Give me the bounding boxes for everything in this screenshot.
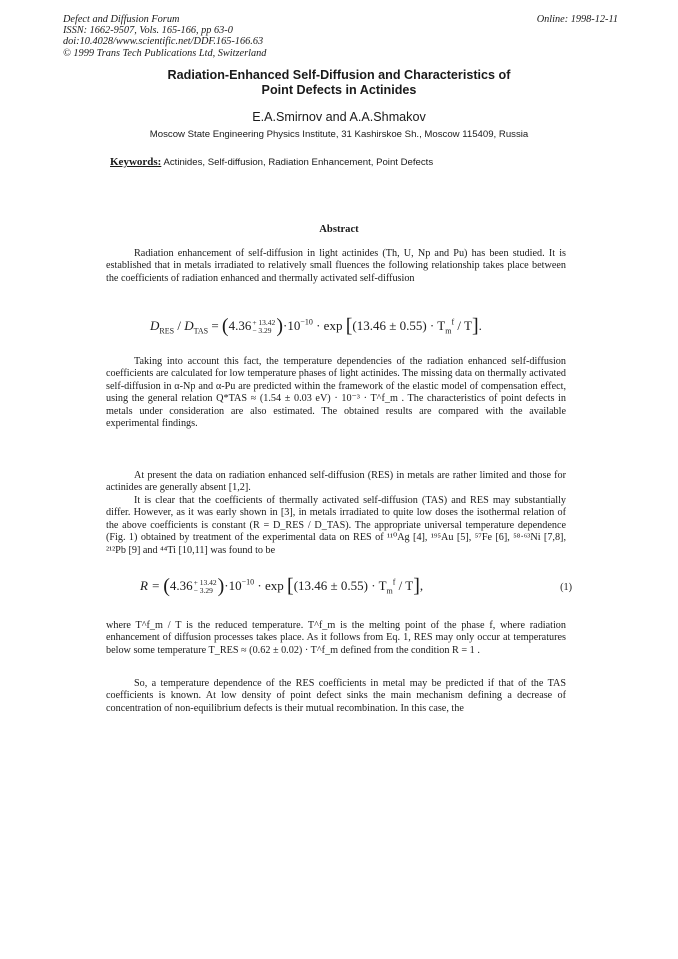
authors: E.A.Smirnov and A.A.Shmakov (252, 110, 426, 124)
doi-line: doi:10.4028/www.scientific.net/DDF.165-166.63 (63, 36, 264, 48)
keywords-list: Actinides, Self-diffusion, Radiation Enhancement, Point Defects (163, 157, 434, 168)
abstract-paragraph-2: Taking into account this fact, the temperature dependencies of the radiation enhanced self-diffusion coefficients are calculated for low temperature phases of light actinides. The missing data on thermally activated self-diffusion in α-Np and α-Pu are predicted within the framework of the elastic model of compensation effect, using the general relation Q*TAS ≈ (1.54 ± 0.03 eV) · 10⁻³ · T^f_m . The characteristics of point defects in metals under consideration are also estimated. The obtained results are compared with the available experimental findings. (106, 356, 566, 430)
body-paragraph-2: It is clear that the coefficients of thermally activated self-diffusion (TAS) and RES may substantially differ. However, as it was early shown in [3], in metals irradiated to quite low doses the isothermal relation of the above coefficients is constant (R = D_RES / D_TAS). The appropriate universal temperature dependence (Fig. 1) obtained by treatment of the experimental data on RES of ¹¹⁰Ag [4], ¹⁹⁵Au [5], ⁵⁷Fe [6], ⁵⁸·⁶³Ni [7,8], ²¹²Pb [9] and ⁴⁴Ti [10,11] was found to be (106, 495, 567, 556)
copyright-line: © 1999 Trans Tech Publications Ltd, Switzerland (63, 47, 267, 59)
equation-number: (1) (560, 582, 572, 593)
ratio-definition: R = D_RES / D_TAS (252, 519, 346, 531)
body-paragraph-3: where T^f_m / T is the reduced temperature. T^f_m is the melting point of the phase f, where radiation enhancement of diffusion processes takes place. As it follows from Eq. 1, RES may only occur at temperatures below some temperature T_RES ≈ (0.62 ± 0.02) · T^f_m defined from the condition R = 1 . (106, 620, 566, 656)
affiliation: Moscow State Engineering Physics Institute, 31 Kashirskoe Sh., Moscow 115409, Russia (149, 129, 529, 140)
title-line-2: Point Defects in Actinides (261, 82, 417, 97)
body-paragraph-4: So, a temperature dependence of the RES coefficients in metal may be predicted if that of the TAS coefficients is known. At low density of point defect sinks the main mechanism defining a decrease of concentration of non-equilibrium defects is their mutual recombination. In this case, the (106, 678, 566, 714)
keywords (110, 156, 433, 168)
issn-line: ISSN: 1662-9507, Vols. 165-166, pp 63-0 (63, 25, 233, 37)
journal-name: Defect and Diffusion Forum (63, 14, 180, 25)
journal-metadata (63, 14, 423, 59)
title-line-1: Radiation-Enhanced Self-Diffusion and Characteristics of (167, 68, 511, 82)
keywords-label: Keywords: (110, 156, 162, 168)
abstract-paragraph-1: Radiation enhancement of self-diffusion in light actinides (Th, U, Np and Pu) has been studied. It is established that in metals irradiated to relatively small fluences the following relationship takes place between the coefficients of radiation enhanced and thermally activated self-diffusion (106, 248, 566, 284)
online-date: Online: 1998-12-11 (536, 14, 618, 25)
general-relation: Q*TAS ≈ (1.54 ± 0.03 eV) · 10⁻³ · T^f_m . (216, 393, 405, 405)
body-paragraph-1: At present the data on radiation enhanced self-diffusion (RES) in metals are rather limited and those for actinides are generally absent [1,2]. (106, 470, 566, 494)
abstract-equation: $D_{RES} / D_{TAS} = (4.36+ 13.42$ − 3.29 )$\cdot 10^{-10} \cdot \exp [(13.46 \pm 0.55) \cdot T_m^f / T]$. (150, 315, 482, 337)
abstract-heading: Abstract (319, 224, 359, 235)
equation-1: R = (4.36+ 13.42 − 3.29 )$\cdot 10^{-10} \cdot \exp [(13.46 \pm 0.55) \cdot T_m^f / T]$, (140, 575, 424, 597)
paper-title (60, 68, 618, 97)
